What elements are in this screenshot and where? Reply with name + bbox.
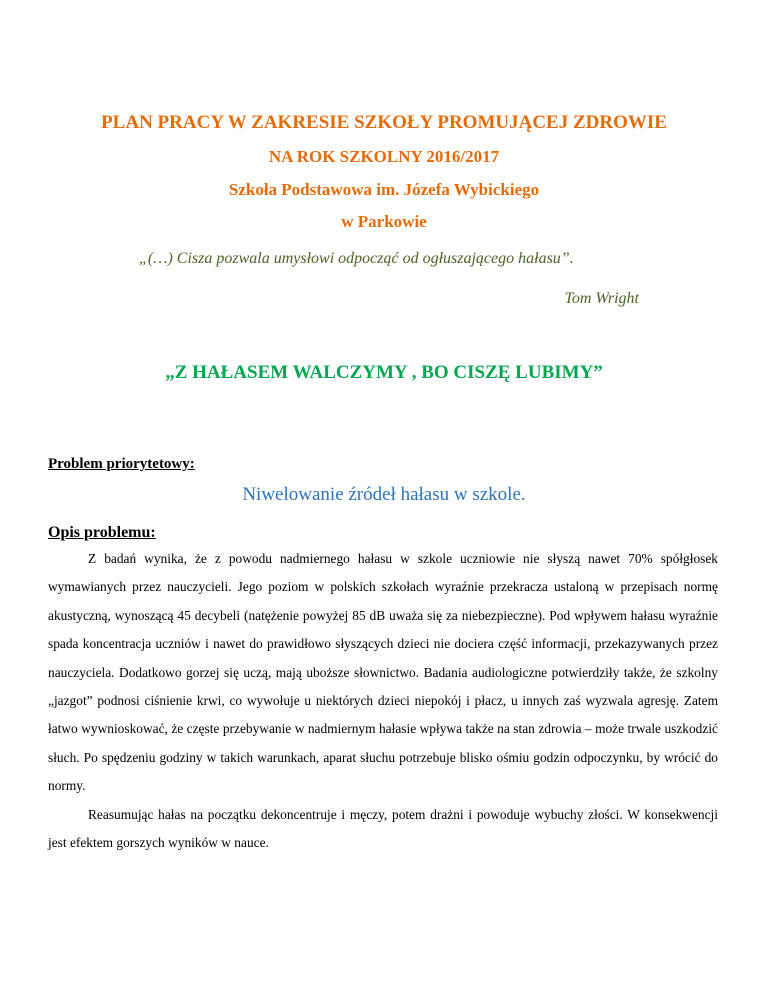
quote: „(…) Cisza pozwala umysłowi odpocząć od ogłuszającego hałasu”. (139, 250, 574, 267)
school-year-heading: NA ROK SZKOLNY 2016/2017 (268, 147, 500, 166)
school-name-heading: Szkoła Podstawowa im. Józefa Wybickiego (228, 180, 540, 199)
problem-description-label: Opis problemu: (48, 524, 156, 541)
paragraph: Reasumując hałas na początku dekoncentruje i męczy, potem drażni i powoduje wybuchy złości. W konsekwencji jest efektem gorszych wyników w nauce. (48, 806, 718, 851)
priority-problem-text: Niwelowanie źródeł hałasu w szkole. (242, 484, 526, 505)
problem-description-body (48, 545, 718, 857)
quote-author: Tom Wright (564, 290, 639, 307)
paragraph: Z badań wynika, że z powodu nadmiernego hałasu w szkole uczniowie nie słyszą nawet 70% spółgłosek wymawianych przez nauczycieli. Jego poziom w polskich szkołach wyraźnie przekracza ustaloną w przepisach normę akustyczną, wynoszącą 45 decybeli (natężenie powyżej 85 dB uważa się za niebezpieczne). Pod wpływem hałasu wyraźnie spada koncentracja uczniów i nawet do prawidłowo słyszących dzieci nie dociera część informacji, przekazywanych przez nauczyciela. Dodatkowo gorzej się uczą, mają uboższe słownictwo. Badania audiologiczne potwierdziły także, że szkolny „jazgot” podnosi ciśnienie krwi, co wywołuje u niektórych dzieci niepokój i płacz, u innych zaś wyzwala agresję. Zatem łatwo wywnioskować, że częste przebywanie w nadmiernym hałasie wpływa także na stan zdrowia – może trwale uszkodzić słuch. Po spędzeniu godziny w takich warunkach, aparat słuchu potrzebuje blisko ośmiu godzin odpoczynku, by wrócić do normy. (48, 551, 718, 794)
document-title: PLAN PRACY W ZAKRESIE SZKOŁY PROMUJĄCEJ ZDROWIE (101, 112, 667, 133)
school-location-heading: w Parkowie (341, 212, 427, 231)
priority-problem-label: Problem priorytetowy: (48, 456, 195, 472)
slogan: „Z HAŁASEM WALCZYMY , BO CISZĘ LUBIMY” (165, 362, 603, 383)
